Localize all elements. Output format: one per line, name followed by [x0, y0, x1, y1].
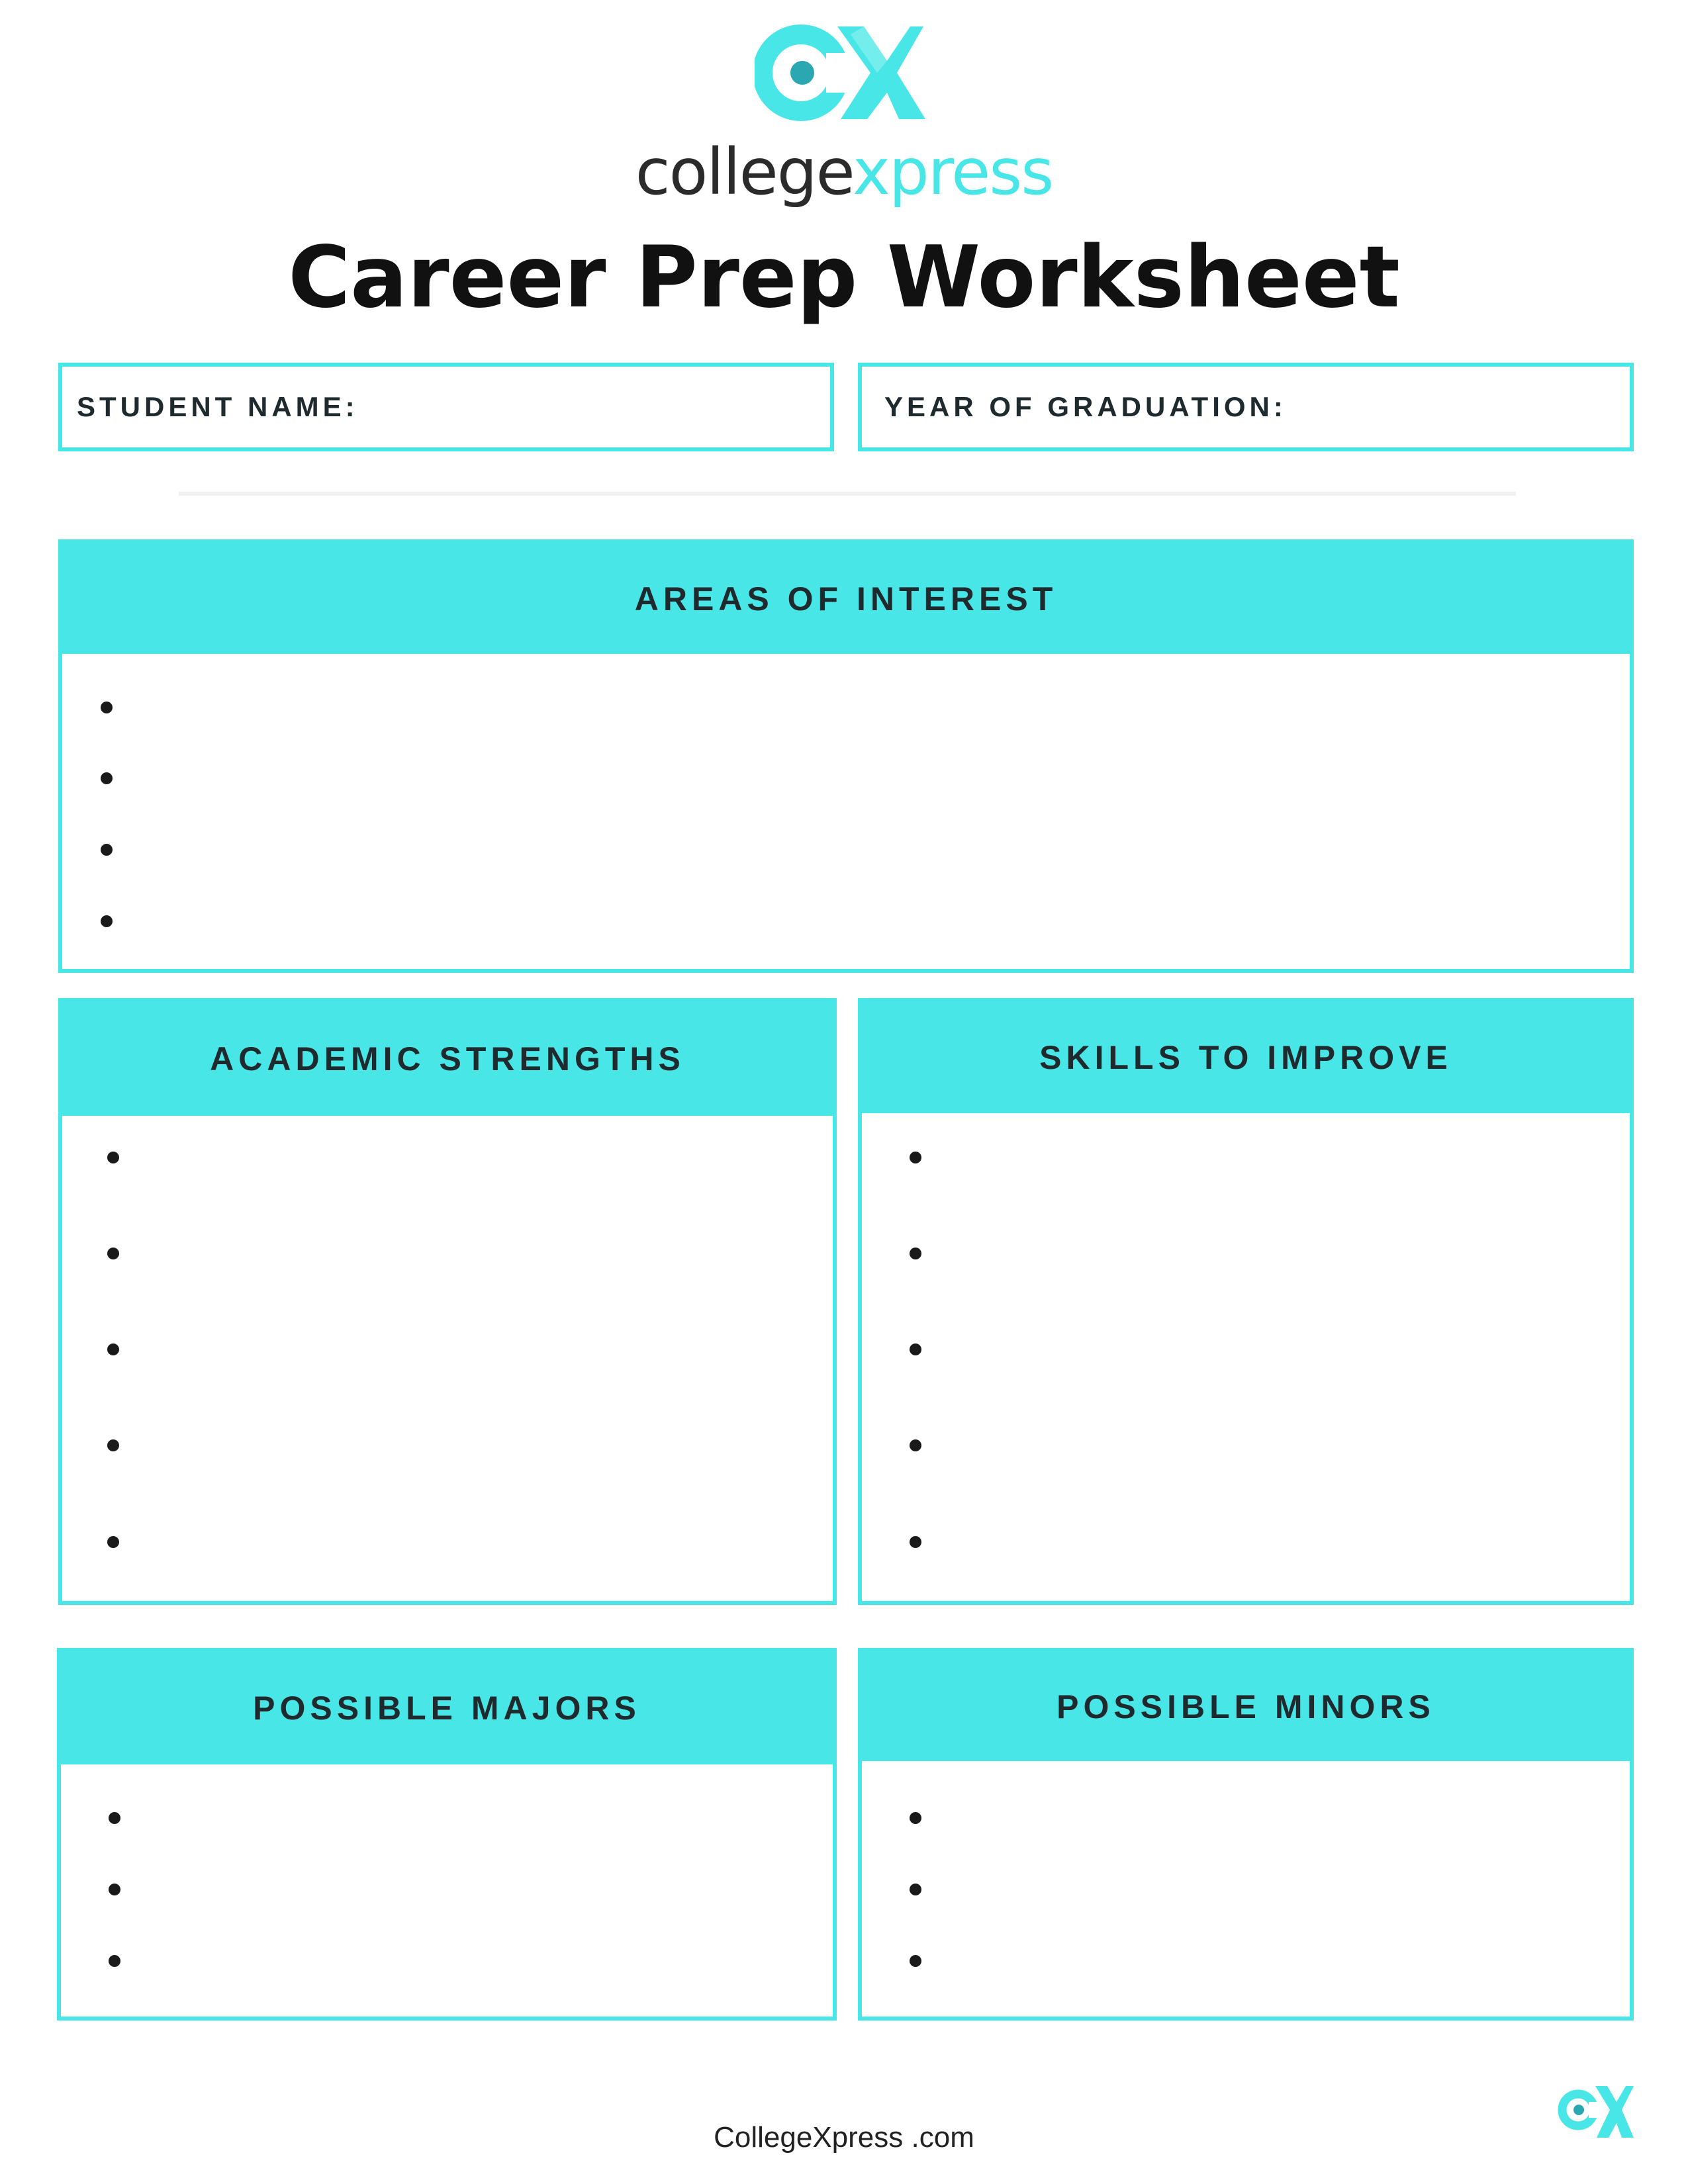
bullet-point: [910, 1955, 921, 1967]
bullet-point: [107, 1439, 119, 1451]
page-title: Career Prep Worksheet: [288, 228, 1400, 327]
student-name-field[interactable]: [58, 363, 834, 451]
bullet-point: [910, 1248, 921, 1259]
bullet-point: [910, 1152, 921, 1163]
divider: [179, 492, 1516, 496]
bullet-point: [910, 1812, 921, 1824]
skills-to-improve-box[interactable]: [858, 998, 1634, 1605]
skills-to-improve-heading: SKILLS TO IMPROVE: [862, 1002, 1630, 1113]
bullet-point: [109, 1955, 120, 1967]
student-name-label: STUDENT NAME:: [77, 391, 359, 422]
bullet-point: [107, 1248, 119, 1259]
bullet-point: [107, 1536, 119, 1548]
possible-majors-box[interactable]: [57, 1648, 837, 2021]
bullet-point: [101, 772, 113, 784]
wordmark-accent: xpress: [853, 135, 1053, 209]
possible-minors-heading: POSSIBLE MINORS: [862, 1652, 1630, 1761]
bullet-point: [101, 844, 113, 856]
academic-strengths-heading: ACADEMIC STRENGTHS: [62, 1002, 833, 1116]
bullet-point: [109, 1884, 120, 1895]
wordmark-dark: college: [635, 135, 853, 209]
bullet-point: [101, 915, 113, 927]
cx-logo-icon: [755, 20, 927, 126]
academic-strengths-box[interactable]: [58, 998, 837, 1605]
bullet-point: [109, 1812, 120, 1824]
bullet-point: [910, 1884, 921, 1895]
bullet-point: [910, 1439, 921, 1451]
bullet-point: [101, 702, 113, 713]
bullet-point: [910, 1343, 921, 1355]
bullet-point: [910, 1536, 921, 1548]
bullet-point: [107, 1343, 119, 1355]
bullet-point: [107, 1152, 119, 1163]
possible-majors-heading: POSSIBLE MAJORS: [61, 1652, 833, 1764]
areas-of-interest-heading: AREAS OF INTEREST: [62, 543, 1630, 654]
graduation-label: YEAR OF GRADUATION:: [884, 391, 1287, 422]
footer-website[interactable]: CollegeXpress .com: [714, 2121, 974, 2154]
graduation-year-field[interactable]: [858, 363, 1634, 451]
possible-minors-box[interactable]: [858, 1648, 1634, 2021]
brand-wordmark: [0, 132, 1688, 212]
areas-of-interest-box[interactable]: [58, 539, 1634, 973]
